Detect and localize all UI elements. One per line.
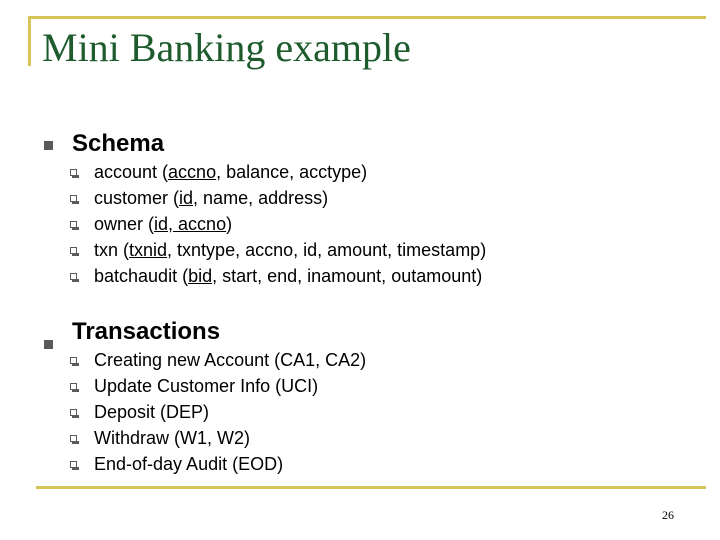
item-text-segment: End-of-day Audit (EOD) [94, 453, 284, 474]
item-text-segment: Withdraw (W1, W2) [94, 427, 251, 448]
item-text-segment: Update Customer Info (UCI) [94, 375, 319, 396]
sub-bullet [70, 169, 77, 176]
item-text-segment: Creating new Account (CA1, CA2) [94, 349, 367, 370]
schema-item-text [94, 162, 367, 183]
item-text-segment: , name, address) [193, 187, 329, 208]
slide-title: Mini Banking example [42, 25, 411, 70]
list-item [70, 263, 482, 289]
sub-bullet [70, 273, 77, 280]
sub-bullet [70, 357, 77, 364]
underlined-key-text: accno [168, 161, 217, 182]
list-item [70, 185, 328, 211]
transaction-item-text [94, 454, 283, 475]
page-number: 26 [662, 508, 674, 522]
list-item [70, 451, 283, 477]
item-text-segment: owner ( [94, 213, 155, 234]
sub-bullet [70, 247, 77, 254]
frame-left-rule [28, 16, 31, 66]
transaction-item-text [94, 402, 209, 423]
sub-bullet [70, 435, 77, 442]
transaction-item-text [94, 350, 366, 371]
sub-bullet [70, 383, 77, 390]
item-text-segment: txn ( [94, 239, 130, 260]
item-text-segment: , start, end, inamount, outamount) [212, 265, 483, 286]
list-item [70, 237, 486, 263]
underlined-key-text: bid [188, 265, 213, 286]
transaction-item-text [94, 428, 250, 449]
schema-item-text [94, 188, 328, 209]
frame-bottom-rule [36, 486, 706, 489]
section-heading-schema: Schema [72, 130, 165, 157]
list-item [70, 211, 232, 237]
sub-bullet [70, 409, 77, 416]
schema-item-text [94, 240, 486, 261]
list-item [70, 373, 318, 399]
list-item [70, 159, 367, 185]
item-text-segment: account ( [94, 161, 169, 182]
list-item [70, 347, 366, 373]
underlined-key-text: txnid [129, 239, 168, 260]
item-text-segment: , txntype, accno, id, amount, timestamp) [167, 239, 487, 260]
underlined-key-text: id [179, 187, 194, 208]
frame-top-rule [28, 16, 706, 19]
schema-item-text [94, 214, 232, 235]
schema-item-text [94, 266, 482, 287]
sub-bullet [70, 461, 77, 468]
item-text-segment: , balance, acctype) [216, 161, 368, 182]
underlined-key-text: id, accno [154, 213, 227, 234]
item-text-segment: ) [226, 213, 233, 234]
section-heading-transactions: Transactions [72, 318, 221, 345]
list-item [70, 399, 209, 425]
sub-bullet [70, 195, 77, 202]
section-bullet [44, 141, 53, 150]
item-text-segment: Deposit (DEP) [94, 401, 210, 422]
item-text-segment: batchaudit ( [94, 265, 189, 286]
section-bullet [44, 340, 53, 349]
sub-bullet [70, 221, 77, 228]
item-text-segment: customer ( [94, 187, 180, 208]
transaction-item-text [94, 376, 318, 397]
list-item [70, 425, 250, 451]
